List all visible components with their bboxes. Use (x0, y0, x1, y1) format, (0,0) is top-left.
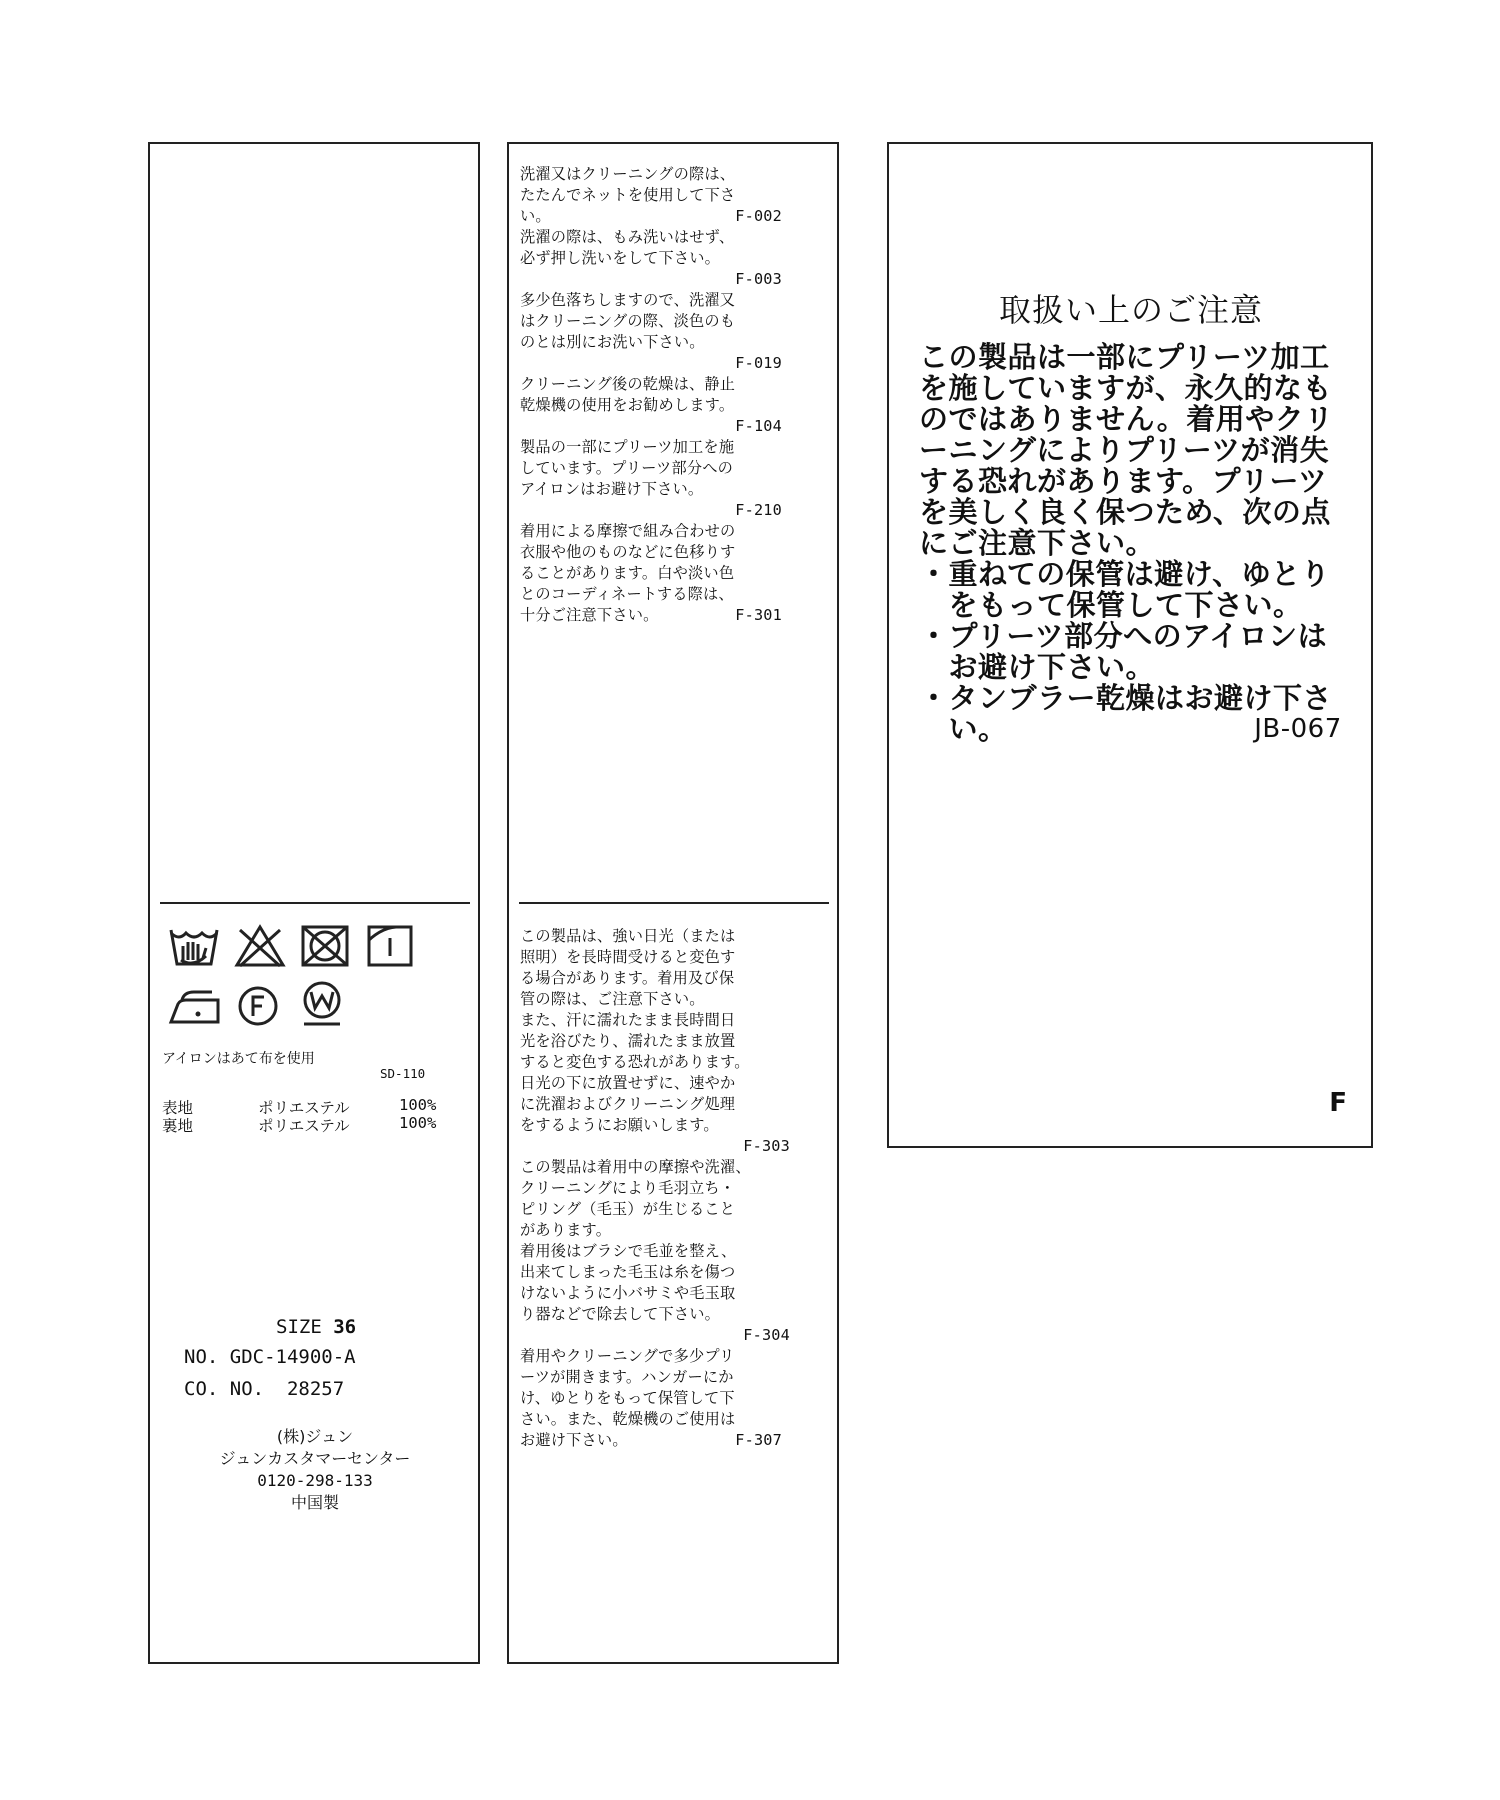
label-divider (160, 902, 470, 904)
text-line: い。 JB-067 (919, 712, 1342, 746)
text-line: 着用後はブラシで毛並を整え、 (520, 1242, 737, 1260)
text-line: 照明）を長時間受けると変色す (520, 948, 736, 966)
text-line: 製品の一部にプリーツ加工を施 (520, 438, 735, 456)
text-line: クリーニングにより毛羽立ち・ (520, 1179, 736, 1197)
text-line: クリーニング後の乾燥は、静止 (520, 375, 736, 393)
text-line: に洗濯およびクリーニング処理 (520, 1095, 736, 1113)
text-line: をするようにお願いします。 (520, 1116, 719, 1134)
product-number: NO. GDC-14900-A (184, 1346, 356, 1368)
no-tumble-dry-icon (300, 924, 350, 968)
size-label: SIZE (276, 1316, 334, 1338)
text-line: 日光の下に放置せずに、速やか (520, 1074, 736, 1092)
text-line: 洗濯の際は、もみ洗いはせず、 (520, 228, 735, 246)
care-label-middle (507, 142, 839, 1664)
line-dry-icon (366, 924, 414, 968)
care-note: アイロンはあて布を使用 (162, 1051, 315, 1067)
text-line: はクリーニングの際、淡色のも (520, 312, 736, 330)
text-line: 乾燥機の使用をお勧めします。 (520, 396, 735, 414)
phone-number: 0120-298-133 (257, 1471, 373, 1490)
text-line: があります。 (520, 1221, 612, 1239)
caution-code: F-304 (743, 1326, 790, 1344)
text-line: さい。また、乾燥機のご使用は (520, 1410, 736, 1428)
text-line: り器などで除去して下さい。 (520, 1305, 721, 1323)
size-value: 36 (333, 1316, 357, 1338)
text-line: すると変色する恐れがあります。 (520, 1053, 750, 1071)
text-line: ーツが開きます。ハンガーにか (520, 1368, 734, 1386)
caution-code: F-104 (735, 417, 782, 435)
text-line: のではありません。着用やクリ (919, 402, 1334, 436)
iron-low-icon (168, 986, 224, 1026)
caution-code: F-019 (735, 354, 782, 372)
text-line: 管の際は、ご注意下さい。 (520, 990, 705, 1008)
customer-center: ジュンカスタマーセンター (219, 1449, 411, 1468)
text-line: お避け下さい。 F-307 (520, 1431, 782, 1449)
notice-body (919, 340, 1342, 746)
text-line: をもって保管して下さい。 (919, 588, 1303, 622)
text-line: する恐れがあります。プリーツ (919, 464, 1328, 498)
text-line: しています。プリーツ部分への (520, 459, 733, 477)
text-line: 着用やクリーニングで多少プリ (520, 1347, 735, 1365)
wash-30-hand-icon (168, 924, 220, 968)
text-line: 十分ご注意下さい。 F-301 (520, 606, 782, 624)
caution-code: F-307 (735, 1431, 782, 1449)
text-line: る場合があります。着用及び保 (520, 969, 735, 987)
dry-clean-f-icon (236, 984, 280, 1028)
text-line: 着用による摩擦で組み合わせの (520, 522, 736, 540)
company-name: (株)ジュン (276, 1427, 354, 1446)
text-line: を施していますが、永久的なも (919, 371, 1333, 405)
text-line: この製品は一部にプリーツ加工 (919, 340, 1330, 374)
text-line: 必ず押し洗いをして下さい。 (520, 249, 721, 267)
text-line: ・プリーツ部分へのアイロンは (919, 619, 1328, 653)
care-code: SD-110 (380, 1066, 426, 1081)
co-number: CO. NO. 28257 (184, 1378, 345, 1400)
text-line: にご注意下さい。 (919, 526, 1156, 560)
size-mark: F (1329, 1088, 1347, 1118)
text-line: また、汗に濡れたまま長時間日 (520, 1011, 736, 1029)
text-line: 洗濯又はクリーニングの際は、 (520, 165, 736, 183)
country-of-origin: 中国製 (290, 1493, 339, 1512)
text-line: この製品は、強い日光（または (520, 927, 736, 945)
size-line (276, 1316, 356, 1338)
text-line: を美しく良く保つため、次の点 (919, 495, 1331, 529)
wet-clean-w-icon (300, 980, 344, 1030)
text-line: ・タンブラー乾燥はお避け下さ (919, 681, 1333, 715)
no-bleach-icon (234, 924, 286, 968)
text-line: い。 F-002 (520, 207, 782, 225)
text-line: ることがあります。白や淡い色 (520, 564, 735, 582)
text-line: アイロンはお避け下さい。 (520, 480, 704, 498)
text-line: たたんでネットを使用して下さ (520, 186, 736, 204)
care-text-top (520, 164, 830, 626)
caution-code: F-303 (743, 1137, 790, 1155)
text-line: 出来てしまった毛玉は糸を傷つ (520, 1263, 736, 1281)
fabric-material: ポリエステル (258, 1099, 350, 1117)
text-line: この製品は着用中の摩擦や洗濯、 (520, 1158, 751, 1176)
text-line: とのコーディネートする際は、 (520, 585, 734, 603)
caution-code: F-210 (735, 501, 782, 519)
notice-code: JB-067 (1254, 714, 1342, 744)
text-line: け、ゆとりをもって保管して下 (520, 1389, 735, 1407)
text-line: 光を浴びたり、濡れたまま放置 (520, 1032, 736, 1050)
caution-code: F-301 (735, 606, 782, 624)
text-line: ・重ねての保管は避け、ゆとり (919, 557, 1331, 591)
caution-code: F-003 (735, 270, 782, 288)
care-text-bottom (520, 926, 838, 1451)
fabric-material: ポリエステル (258, 1117, 350, 1135)
care-label-left (148, 142, 480, 1664)
text-line: 衣服や他のものなどに色移りす (520, 543, 736, 561)
fabric-part: 表地 (162, 1099, 194, 1117)
text-line: のとは別にお洗い下さい。 (520, 333, 705, 351)
text-line: お避け下さい。 (919, 650, 1156, 684)
fabric-part: 裏地 (162, 1117, 194, 1135)
text-line: ーニングによりプリーツが消失 (919, 433, 1330, 467)
text-line: 多少色落ちしますので、洗濯又 (520, 291, 736, 309)
text-line: けないように小バサミや毛玉取 (520, 1284, 736, 1302)
fabric-percent: 100% (399, 1114, 437, 1132)
text-line: ピリング（毛玉）が生じること (520, 1200, 736, 1218)
care-label-right (887, 142, 1373, 1148)
label-divider (519, 902, 829, 904)
notice-title: 取扱い上のご注意 (998, 291, 1263, 329)
fabric-percent: 100% (399, 1096, 437, 1114)
caution-code: F-002 (735, 207, 782, 225)
